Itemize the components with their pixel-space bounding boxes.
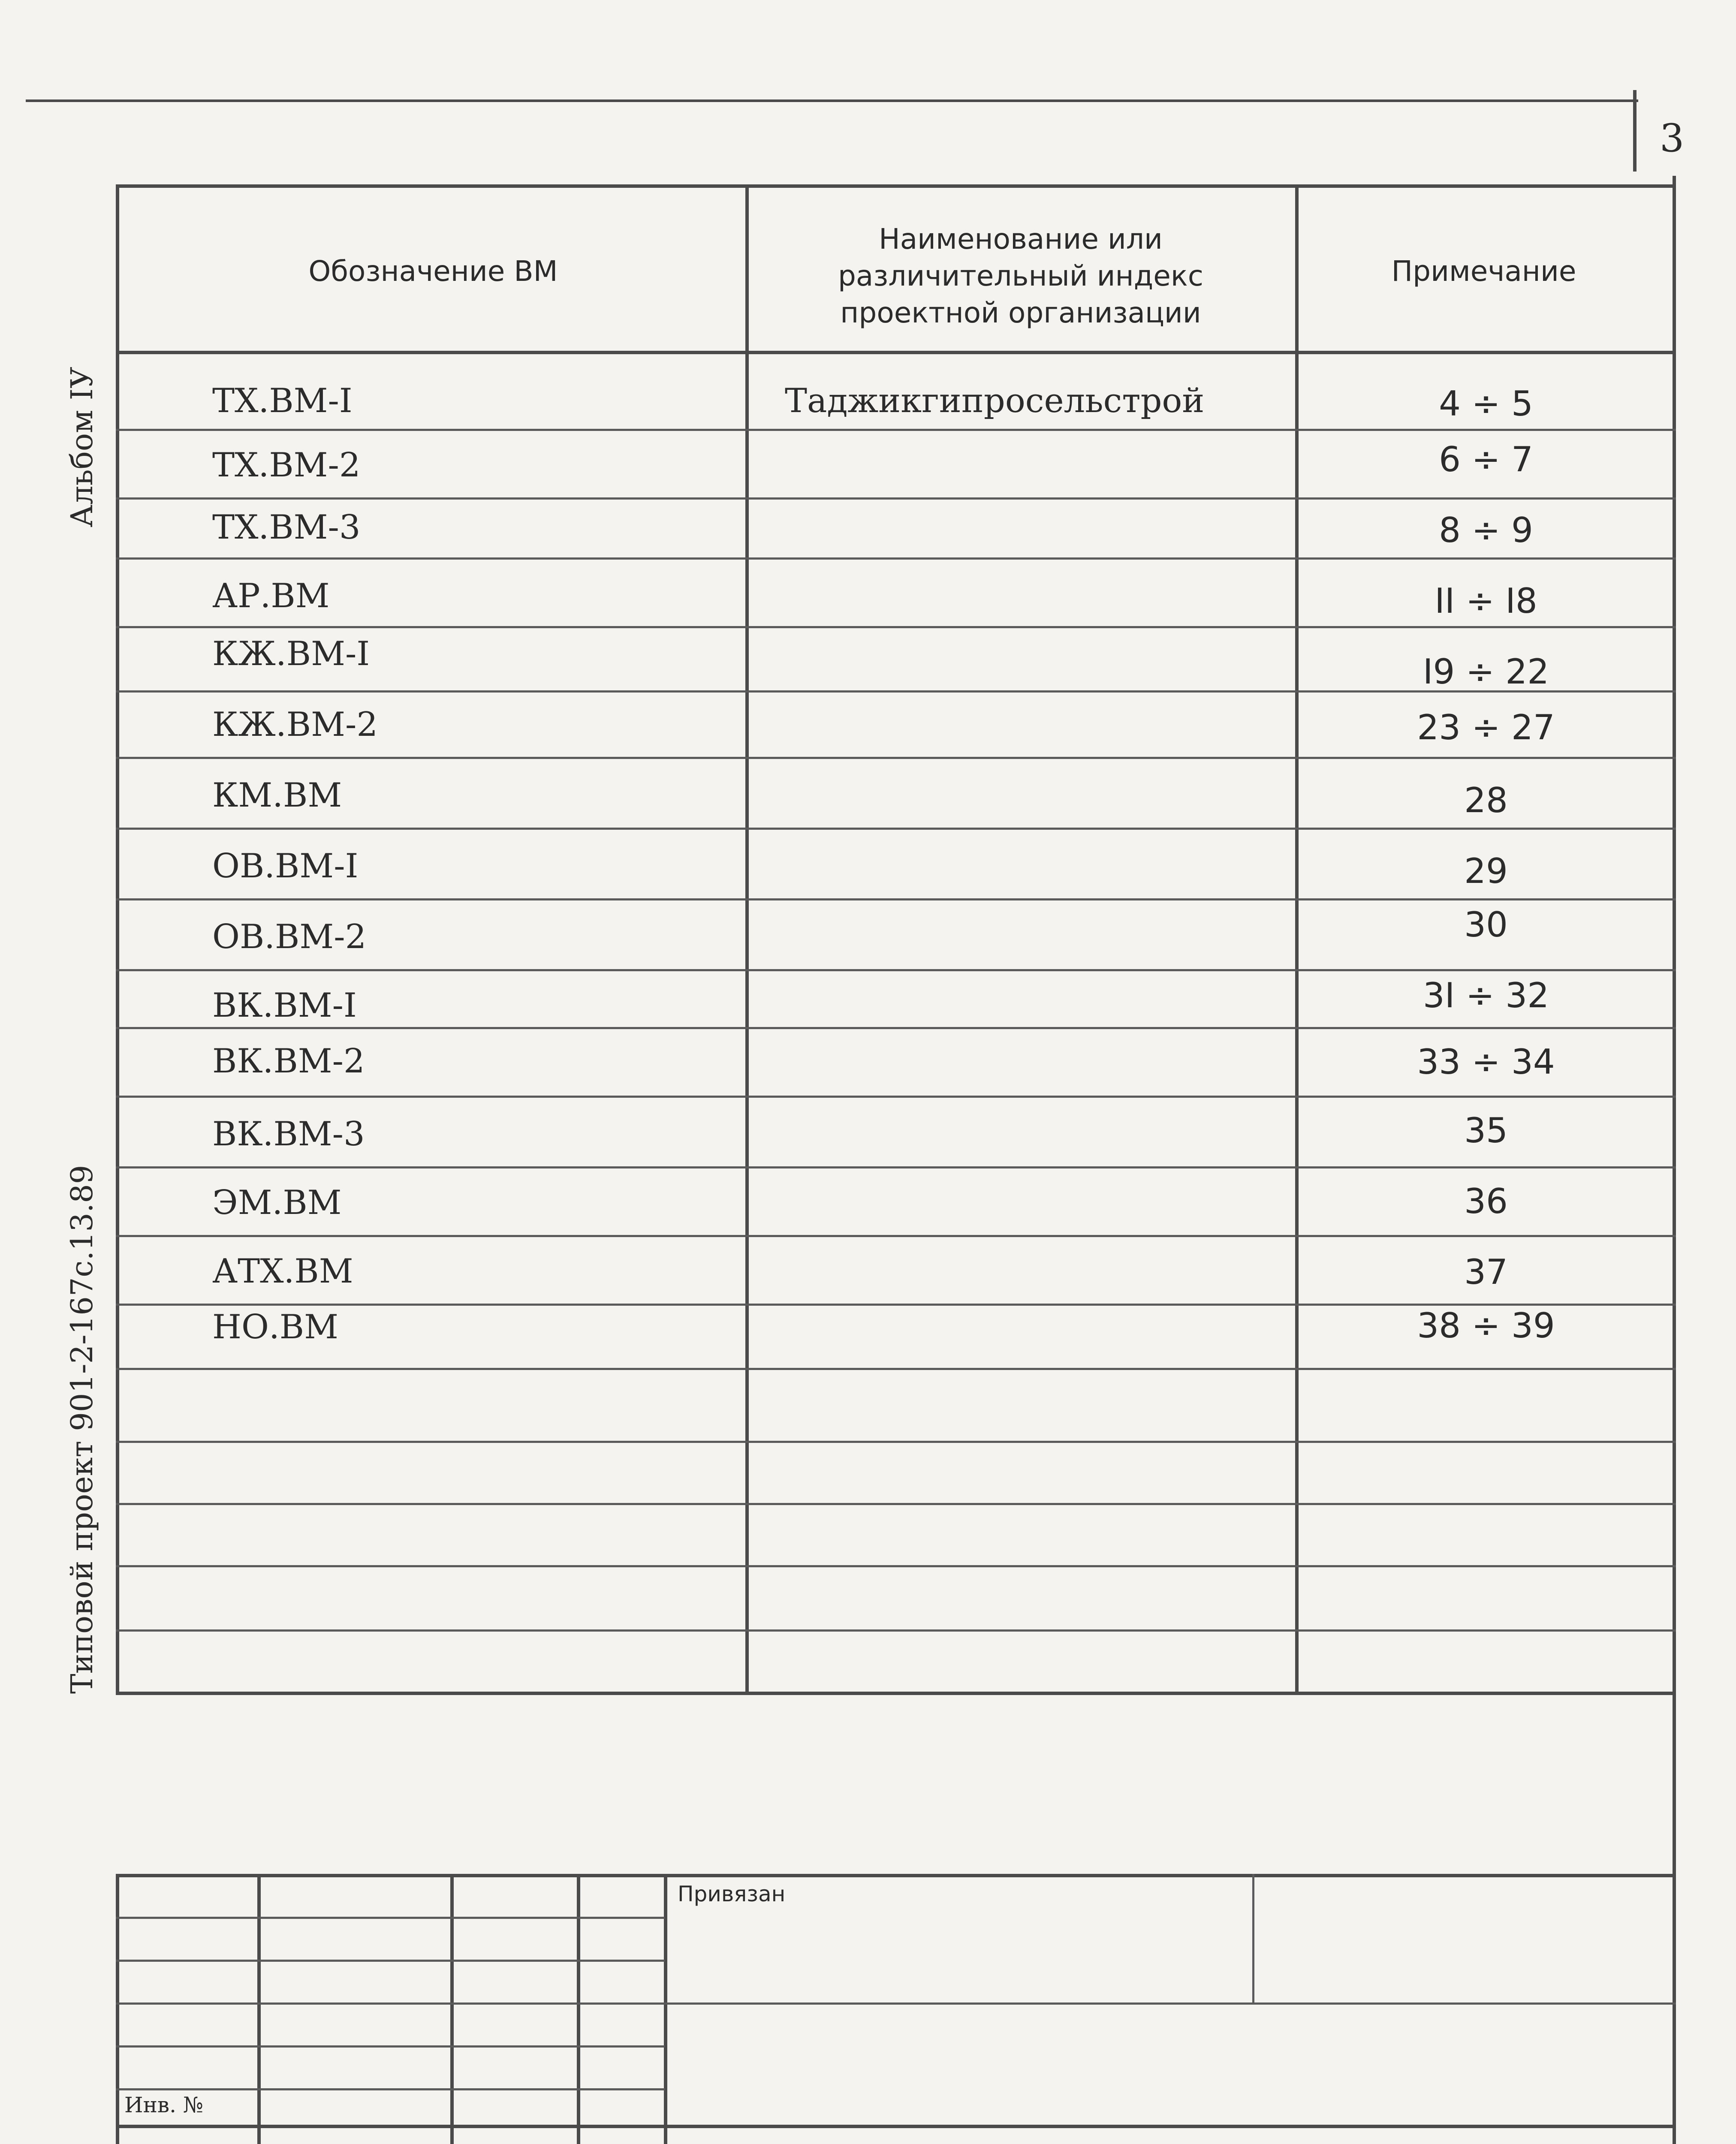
- top-rule: [26, 99, 1638, 102]
- row-note: 36: [1464, 1181, 1508, 1221]
- page-number-divider: [1633, 90, 1637, 172]
- table-left-border: [116, 184, 119, 1694]
- row-line: [116, 1235, 1676, 1237]
- inv-no-label: Инв. №: [124, 2093, 204, 2117]
- row-note: I9 ÷ 22: [1423, 652, 1549, 692]
- row-line: [116, 429, 1676, 431]
- row-note: 29: [1464, 851, 1508, 891]
- side-album-label: Альбом IУ: [64, 367, 99, 527]
- row-note: 37: [1464, 1252, 1508, 1292]
- row-note: 8 ÷ 9: [1439, 510, 1533, 550]
- row-line: [116, 557, 1676, 560]
- row-code: ОВ.ВМ-2: [212, 918, 367, 956]
- side-project-label: Типовой проект 901-2-167с.13.89: [64, 1165, 99, 1694]
- row-note: 4 ÷ 5: [1439, 384, 1533, 424]
- row-line: [116, 497, 1676, 500]
- col-divider-2: [1295, 184, 1299, 1694]
- row-line: [116, 969, 1676, 971]
- stamp-privyazan-divider: [1252, 1874, 1254, 2002]
- stamp-col-divider: [257, 1874, 261, 2144]
- row-line: [116, 1503, 1676, 1505]
- table-bottom-border: [116, 1692, 1676, 1695]
- row-line: [116, 626, 1676, 628]
- table-right-border: [1673, 176, 1676, 2144]
- privyazan-label: Привязан: [678, 1882, 786, 1906]
- row-line: [116, 757, 1676, 759]
- row-code: КЖ.ВМ-I: [212, 635, 370, 673]
- row-line: [116, 1565, 1676, 1567]
- stamp-col-divider: [450, 1874, 454, 2144]
- row-note: 33 ÷ 34: [1417, 1042, 1555, 1082]
- row-code: ВК.ВМ-3: [212, 1115, 365, 1153]
- row-line: [116, 828, 1676, 830]
- row-org: Таджикгипросельстрой: [785, 382, 1205, 420]
- stamp-col-divider: [664, 1874, 667, 2144]
- row-note: II ÷ I8: [1435, 581, 1537, 621]
- row-code: АР.ВМ: [212, 577, 330, 615]
- header-bottom-border: [116, 351, 1676, 354]
- row-line: [116, 1441, 1676, 1443]
- stamp-row-line: [116, 2045, 665, 2048]
- row-code: АТХ.ВМ: [212, 1252, 353, 1291]
- row-note: 6 ÷ 7: [1439, 440, 1533, 479]
- row-line: [116, 1629, 1676, 1632]
- page-number: 3: [1660, 116, 1685, 161]
- row-code: ВК.ВМ-2: [212, 1042, 365, 1081]
- row-line: [116, 1166, 1676, 1168]
- row-line: [116, 1368, 1676, 1370]
- header-designation: Обозначение ВМ: [308, 255, 558, 288]
- stamp-row-line: [116, 1917, 665, 1919]
- stamp-row-line: [116, 2088, 665, 2090]
- stamp-row-line: [116, 1960, 665, 1962]
- stamp-row-line: [116, 2002, 665, 2005]
- row-note: 38 ÷ 39: [1417, 1306, 1555, 1346]
- row-code: ТХ.ВМ-I: [212, 382, 353, 420]
- row-code: КЖ.ВМ-2: [212, 705, 378, 744]
- table-top-border: [116, 184, 1676, 188]
- col-divider-1: [745, 184, 749, 1694]
- row-note: 30: [1464, 905, 1508, 945]
- row-note: 3I ÷ 32: [1423, 976, 1549, 1015]
- row-line: [116, 1096, 1676, 1098]
- header-org-name: Наименование или различительный индекс проектной организации: [838, 223, 1204, 329]
- row-code: КМ.ВМ: [212, 776, 342, 815]
- row-line: [116, 898, 1676, 900]
- row-code: ТХ.ВМ-2: [212, 446, 361, 485]
- row-code: ЭМ.ВМ: [212, 1183, 342, 1222]
- row-code: ВК.ВМ-I: [212, 986, 357, 1025]
- stamp-col-divider: [577, 1874, 580, 2144]
- stamp-row-line: [116, 2125, 1676, 2128]
- row-note: 23 ÷ 27: [1417, 708, 1555, 747]
- row-code: НО.ВМ: [212, 1308, 338, 1346]
- stamp-privyazan-line: [664, 2002, 1676, 2005]
- row-note: 28: [1464, 780, 1508, 820]
- row-note: 35: [1464, 1111, 1508, 1150]
- stamp-left-border: [116, 1874, 119, 2144]
- row-code: ТХ.ВМ-3: [212, 508, 361, 547]
- header-note: Примечание: [1391, 255, 1576, 288]
- stamp-top-border: [116, 1874, 1676, 1877]
- row-code: ОВ.ВМ-I: [212, 847, 359, 885]
- row-line: [116, 1027, 1676, 1029]
